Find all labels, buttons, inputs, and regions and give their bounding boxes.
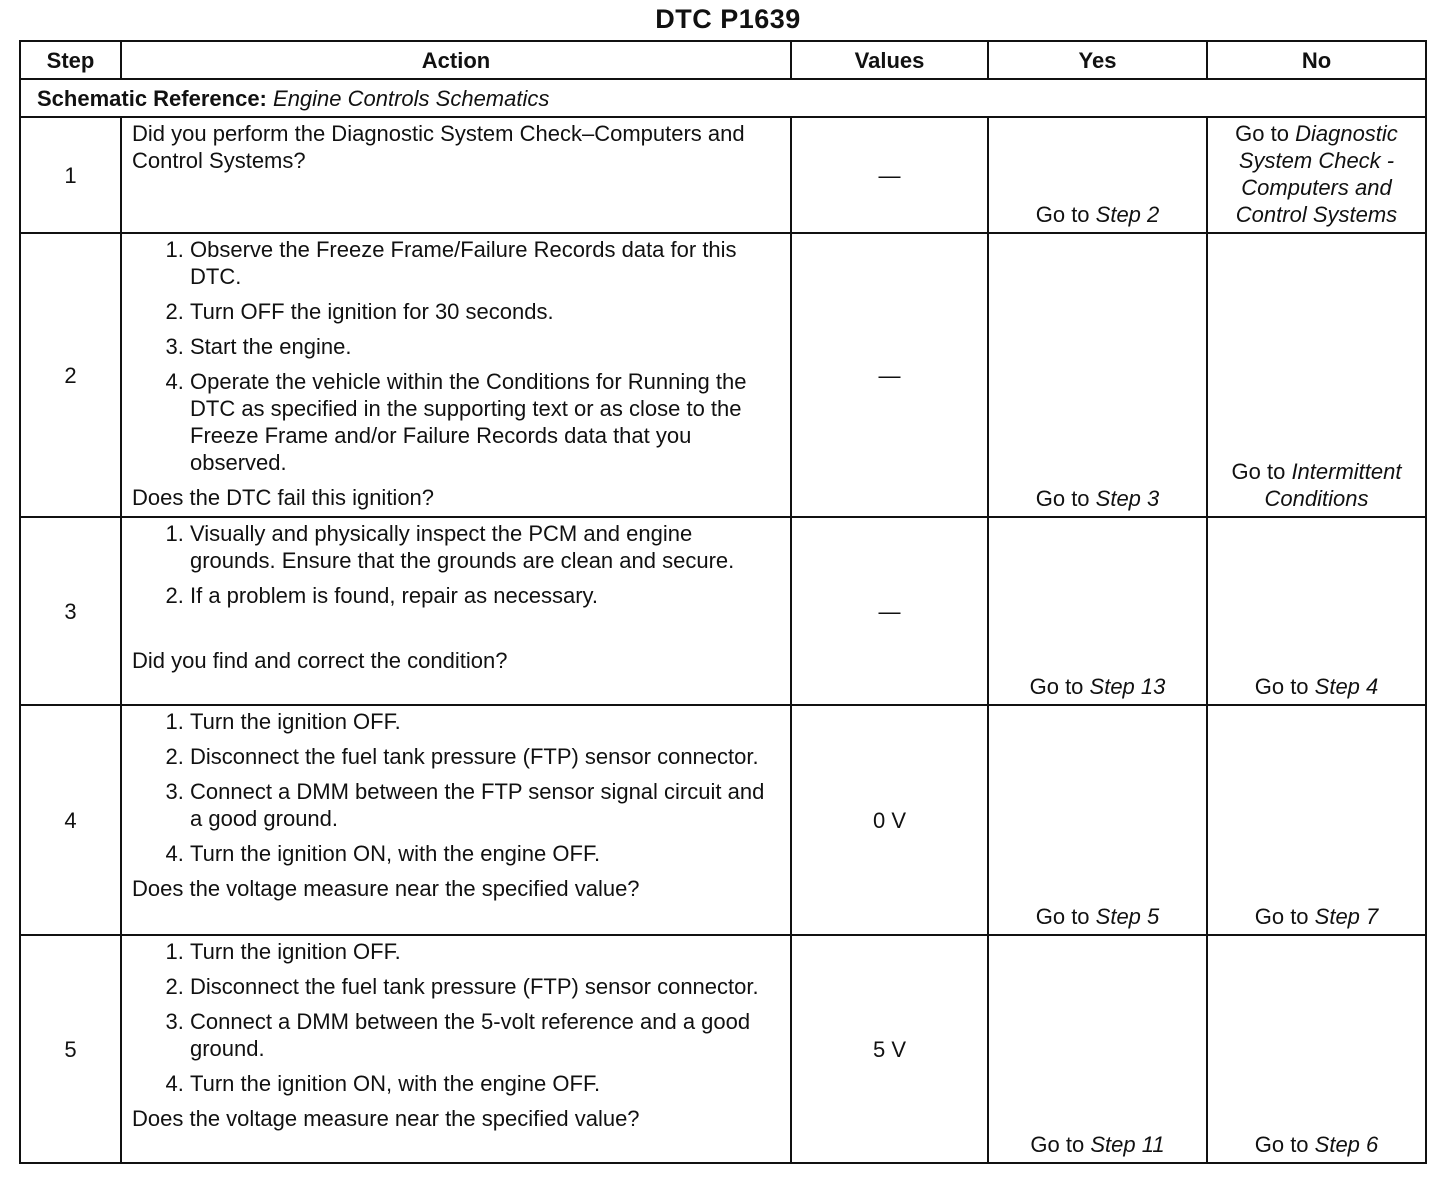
no-cell: [1207, 935, 1426, 1163]
table-row: [20, 517, 1426, 705]
value-cell: [791, 117, 988, 233]
value-cell: [791, 705, 988, 935]
action-step: 2. Disconnect the fuel tank pressure (FTP) sensor connector.: [190, 743, 782, 770]
step-number: 3: [20, 517, 121, 705]
action-steps: [132, 236, 782, 476]
action-cell: [121, 935, 791, 1163]
action-step: 4. Turn the ignition ON, with the engine OFF.: [190, 1070, 782, 1097]
header-yes: Yes: [988, 41, 1207, 79]
no-prefix: Go to: [1235, 121, 1296, 146]
schematic-reference-link[interactable]: Engine Controls Schematics: [273, 85, 550, 111]
header-step: Step: [20, 41, 121, 79]
action-steps: [132, 938, 782, 1097]
value-text: 5 V: [872, 1036, 907, 1062]
page-title: DTC P1639: [655, 4, 801, 34]
yes-cell: [988, 705, 1207, 935]
action-cell: [121, 233, 791, 517]
yes-link[interactable]: Step 2: [1095, 202, 1160, 227]
no-cell: [1207, 705, 1426, 935]
action-question: Did you find and correct the condition?: [132, 648, 508, 673]
yes-prefix: Go to: [1029, 674, 1090, 699]
action-step: 2. If a problem is found, repair as necessary.: [190, 582, 782, 609]
header-no: No: [1207, 41, 1426, 79]
no-cell: [1207, 233, 1426, 517]
no-prefix: Go to: [1254, 1132, 1315, 1157]
table-row: [20, 935, 1426, 1163]
action-step: 2. Disconnect the fuel tank pressure (FTP) sensor connector.: [190, 973, 782, 1000]
no-link[interactable]: Diagnostic System Check - Computers and Control Systems: [1235, 121, 1398, 227]
header-row: [20, 41, 1426, 79]
step-number: 2: [20, 233, 121, 517]
action-steps: [132, 708, 782, 867]
yes-cell: [988, 935, 1207, 1163]
yes-link[interactable]: Step 13: [1089, 674, 1166, 699]
yes-cell: [988, 117, 1207, 233]
value-text: 0 V: [872, 807, 907, 833]
action-question: Does the voltage measure near the specified value?: [132, 876, 640, 901]
action-step: 3. Connect a DMM between the FTP sensor signal circuit and a good ground.: [190, 778, 782, 832]
yes-link[interactable]: Step 3: [1095, 486, 1160, 511]
schematic-reference-row: [20, 79, 1426, 117]
yes-link[interactable]: Step 11: [1090, 1132, 1165, 1157]
value-cell: [791, 935, 988, 1163]
yes-prefix: Go to: [1030, 1132, 1091, 1157]
yes-cell: [988, 517, 1207, 705]
step-number: 5: [20, 935, 121, 1163]
step-number: 1: [20, 117, 121, 233]
yes-prefix: Go to: [1035, 202, 1096, 227]
no-prefix: Go to: [1254, 674, 1315, 699]
action-step: 4. Operate the vehicle within the Conditions for Running the DTC as specified in the supporting text or as close to the Freeze Frame and/or Failure Records data that you observed.: [190, 368, 782, 476]
action-steps: [132, 520, 782, 609]
action-step: 4. Turn the ignition ON, with the engine OFF.: [190, 840, 782, 867]
no-prefix: Go to: [1231, 459, 1292, 484]
no-prefix: Go to: [1254, 904, 1315, 929]
action-step: 1. Visually and physically inspect the PCM and engine grounds. Ensure that the grounds are clean and secure.: [190, 520, 782, 574]
table-row: [20, 233, 1426, 517]
table-row: [20, 705, 1426, 935]
action-question: Did you perform the Diagnostic System Check–Computers and Control Systems?: [132, 121, 745, 173]
no-cell: [1207, 117, 1426, 233]
action-cell: [121, 705, 791, 935]
table-row: [20, 117, 1426, 233]
no-link[interactable]: Step 7: [1314, 904, 1379, 929]
schematic-reference-label: Schematic Reference:: [37, 85, 267, 111]
action-step: 3. Connect a DMM between the 5-volt reference and a good ground.: [190, 1008, 782, 1062]
action-step: 1. Observe the Freeze Frame/Failure Records data for this DTC.: [190, 236, 782, 290]
action-cell: [121, 517, 791, 705]
action-step: 1. Turn the ignition OFF.: [190, 938, 782, 965]
no-cell: [1207, 517, 1426, 705]
action-step: 2. Turn OFF the ignition for 30 seconds.: [190, 298, 782, 325]
value-cell: [791, 517, 988, 705]
action-question: Does the voltage measure near the specified value?: [132, 1106, 640, 1131]
header-action: Action: [121, 41, 791, 79]
yes-cell: [988, 233, 1207, 517]
no-link[interactable]: Step 4: [1314, 674, 1379, 699]
yes-link[interactable]: Step 5: [1095, 904, 1160, 929]
no-link[interactable]: Intermittent Conditions: [1264, 459, 1402, 511]
diagnostic-table: [19, 40, 1427, 1164]
value-text: —: [878, 362, 901, 388]
value-text: —: [878, 162, 901, 188]
header-values: Values: [791, 41, 988, 79]
action-step: 3. Start the engine.: [190, 333, 782, 360]
value-cell: [791, 233, 988, 517]
value-text: —: [878, 598, 901, 624]
no-link[interactable]: Step 6: [1314, 1132, 1379, 1157]
schematic-reference: [20, 79, 1426, 117]
action-cell: [121, 117, 791, 233]
yes-prefix: Go to: [1035, 486, 1096, 511]
action-question: Does the DTC fail this ignition?: [132, 485, 435, 510]
action-step: 1. Turn the ignition OFF.: [190, 708, 782, 735]
step-number: 4: [20, 705, 121, 935]
yes-prefix: Go to: [1035, 904, 1096, 929]
